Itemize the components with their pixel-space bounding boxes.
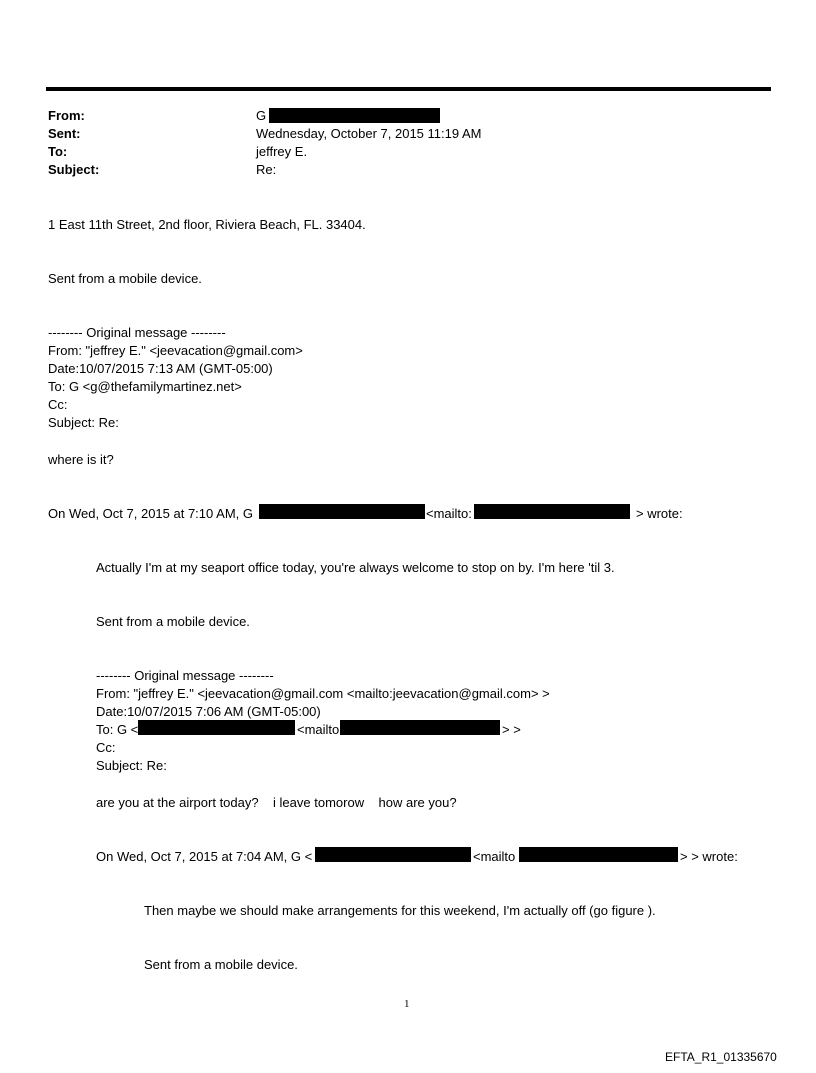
redaction-box [315,847,471,862]
redaction-box [269,108,440,123]
from-value: G [256,108,267,123]
quote-message: Actually I'm at my seaport office today, you're always welcome to stop on by. I'm here 'til 3. [96,560,615,575]
mailto-text: <mailto [473,849,516,864]
quote-message: Then maybe we should make arrangements for this weekend, I'm actually off (go figure ). [144,903,656,918]
quote-cc: Cc: [48,397,68,412]
sent-label: Sent: [48,126,81,141]
quote-to-prefix: To: G < [96,722,139,737]
quote-date: Date:10/07/2015 7:06 AM (GMT-05:00) [96,704,321,719]
page-number: 1 [404,998,410,1010]
quote-from: From: "jeffrey E." <jeevacation@gmail.com> [48,343,303,358]
quote-question: are you at the airport today? i leave tomorow how are you? [96,795,457,810]
redaction-box [340,720,500,735]
quote-cc: Cc: [96,740,116,755]
header-rule [46,87,771,91]
original-message-separator: -------- Original message -------- [96,668,274,683]
from-label: From: [48,108,85,123]
wrote-text: > > wrote: [680,849,738,864]
to-label: To: [48,144,68,159]
quote-date: Date:10/07/2015 7:13 AM (GMT-05:00) [48,361,273,376]
quote-subject: Subject: Re: [48,415,119,430]
redaction-box [259,504,425,519]
quote-subject: Subject: Re: [96,758,167,773]
wrote-text: > wrote: [636,506,683,521]
document-id: EFTA_R1_01335670 [665,1050,777,1064]
to-value: jeffrey E. [256,144,308,159]
mailto-text: <mailto [297,722,340,737]
redaction-box [138,720,295,735]
sent-from-mobile: Sent from a mobile device. [144,957,298,972]
sent-value: Wednesday, October 7, 2015 11:19 AM [256,126,482,141]
subject-label: Subject: [48,162,100,177]
redaction-box [519,847,678,862]
on-wed-line-prefix: On Wed, Oct 7, 2015 at 7:10 AM, G [48,506,253,521]
original-message-separator: -------- Original message -------- [48,325,226,340]
redaction-box [474,504,630,519]
quote-from: From: "jeffrey E." <jeevacation@gmail.com <mailto:jeevacation@gmail.com> > [96,686,550,701]
quote-message: where is it? [48,452,114,467]
sent-from-mobile: Sent from a mobile device. [48,271,202,286]
mailto-text: <mailto: [426,506,472,521]
address-text: 1 East 11th Street, 2nd floor, Riviera Beach, FL. 33404. [48,217,366,232]
on-wed-line-prefix: On Wed, Oct 7, 2015 at 7:04 AM, G < [96,849,313,864]
sent-from-mobile: Sent from a mobile device. [96,614,250,629]
quote-to: To: G <g@thefamilymartinez.net> [48,379,242,394]
subject-value: Re: [256,162,277,177]
quote-to-suffix: > > [502,722,521,737]
